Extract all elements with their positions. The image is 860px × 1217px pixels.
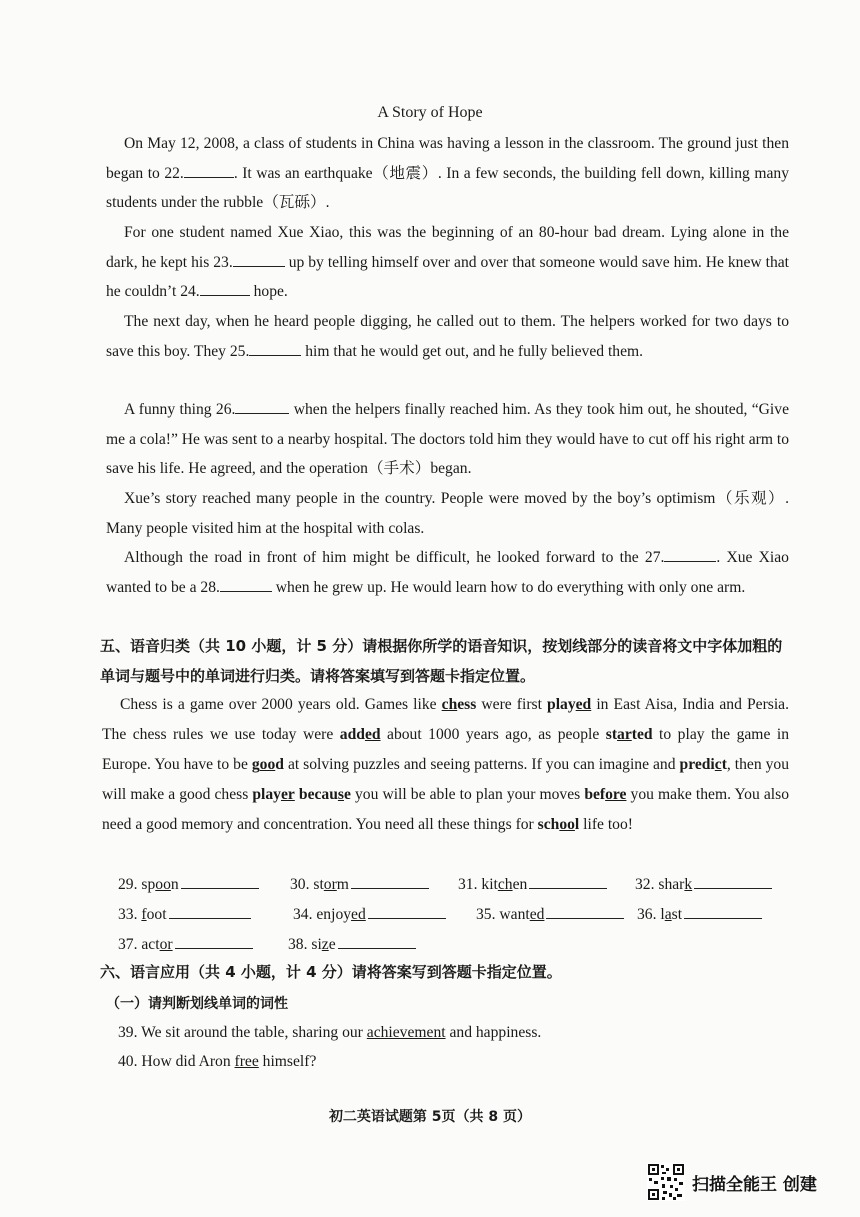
question-40: 40. How did Aron free himself? <box>118 1053 317 1070</box>
blank-26 <box>235 399 289 414</box>
word-player: player <box>252 786 295 803</box>
scanner-watermark: 扫描全能王 创建 <box>692 1175 817 1195</box>
blank-27 <box>664 547 716 562</box>
story-title: A Story of Hope <box>377 104 483 121</box>
question-33: 33. foot <box>118 902 251 928</box>
answer-line <box>175 934 253 949</box>
question-37: 37. actor <box>118 932 253 958</box>
blank-22 <box>184 163 234 178</box>
question-row-3 <box>118 932 798 958</box>
word-predict: predict <box>679 756 727 773</box>
question-29: 29. spoon <box>118 872 259 898</box>
word-started: started <box>605 726 653 743</box>
blank-25 <box>249 341 301 356</box>
answer-line <box>351 874 429 889</box>
question-32: 32. shark <box>635 872 772 898</box>
question-38: 38. size <box>288 932 416 958</box>
question-35: 35. wanted <box>476 902 624 928</box>
blank-23 <box>233 252 285 267</box>
answer-line <box>684 904 762 919</box>
section-5-heading: 五、语音归类（共 10 小题，计 5 分）请根据你所学的语音知识，按划线部分的读音将文中字体加粗的单词与题号中的单词进行归类。请将答案填写到答题卡指定位置。 <box>100 637 783 685</box>
word-added: added <box>339 726 381 743</box>
story-paragraph-5: Xue’s story reached many people in the country. People were moved by the boy’s optimism（乐观）. Many people visited him at the hospital with colas. <box>106 490 789 537</box>
story-paragraph-3: The next day, when he heard people digging, he called out to them. The helpers worked for two days to save this boy. They 25. him that he would get out, and he fully believed them. <box>106 313 789 360</box>
story-paragraph-1: On May 12, 2008, a class of students in China was having a lesson in the classroom. The ground just then began to 22. . It was an earthquake（地震）. In a few seconds, the building fell down, killing many students under the rubble（瓦砾）. <box>106 135 789 211</box>
story-paragraph-2: For one student named Xue Xiao, this was the beginning of an 80-hour bad dream. Lying alone in the dark, he kept his 23. up by telling himself over and over that someone would save him. He knew that he couldn’t 24. hope. <box>106 224 789 300</box>
word-school: school <box>537 816 580 833</box>
word-because: because <box>298 786 351 803</box>
word-played: played <box>547 696 592 713</box>
word-before: before <box>584 786 627 803</box>
blank-28 <box>220 577 272 592</box>
answer-line <box>338 934 416 949</box>
page-footer: 初二英语试题第 5页（共 8 页） <box>328 1109 532 1125</box>
question-row-2 <box>118 902 798 928</box>
story-paragraph-4: A funny thing 26. when the helpers finally reached him. As they took him out, he shouted, “Give me a cola!” He was sent to a nearby hospital. The doctors told him they would have to cut off his right arm to save his life. He agreed, and the operation（手术）began. <box>106 401 789 477</box>
question-34: 34. enjoyed <box>293 902 446 928</box>
question-row-1 <box>118 872 798 898</box>
answer-line <box>368 904 446 919</box>
question-31: 31. kitchen <box>458 872 607 898</box>
answer-line <box>546 904 624 919</box>
answer-line <box>529 874 607 889</box>
section-6-heading: 六、语言应用（共 4 小题，计 4 分）请将答案写到答题卡指定位置。 <box>100 963 562 981</box>
question-36: 36. last <box>637 902 762 928</box>
story-paragraph-6: Although the road in front of him might be difficult, he looked forward to the 27. . Xue Xiao wanted to be a 28. when he grew up. He would learn how to do everything with only one arm. <box>106 549 789 596</box>
blank-24 <box>200 281 250 296</box>
qr-code-icon <box>647 1163 685 1201</box>
answer-line <box>694 874 772 889</box>
answer-line <box>169 904 251 919</box>
answer-line <box>181 874 259 889</box>
section-6-subheading: （一）请判断划线单词的词性 <box>106 996 288 1012</box>
chess-passage: Chess is a game over 2000 years old. Games like chess were first played in East Aisa, India and Persia. The chess rules we use today were added about 1000 years ago, as people started to play the game in Europe. You have to be good at solving puzzles and seeing patterns. If you can imagine and predict, then you will make a good chess player because you will be able to plan your moves before you make them. You also need a good memory and concentration. You need all these things for school life too! <box>102 696 790 833</box>
word-chess: chess <box>441 696 477 713</box>
word-good: good <box>251 756 284 773</box>
question-39: 39. We sit around the table, sharing our achievement and happiness. <box>118 1024 542 1041</box>
question-30: 30. storm <box>290 872 429 898</box>
